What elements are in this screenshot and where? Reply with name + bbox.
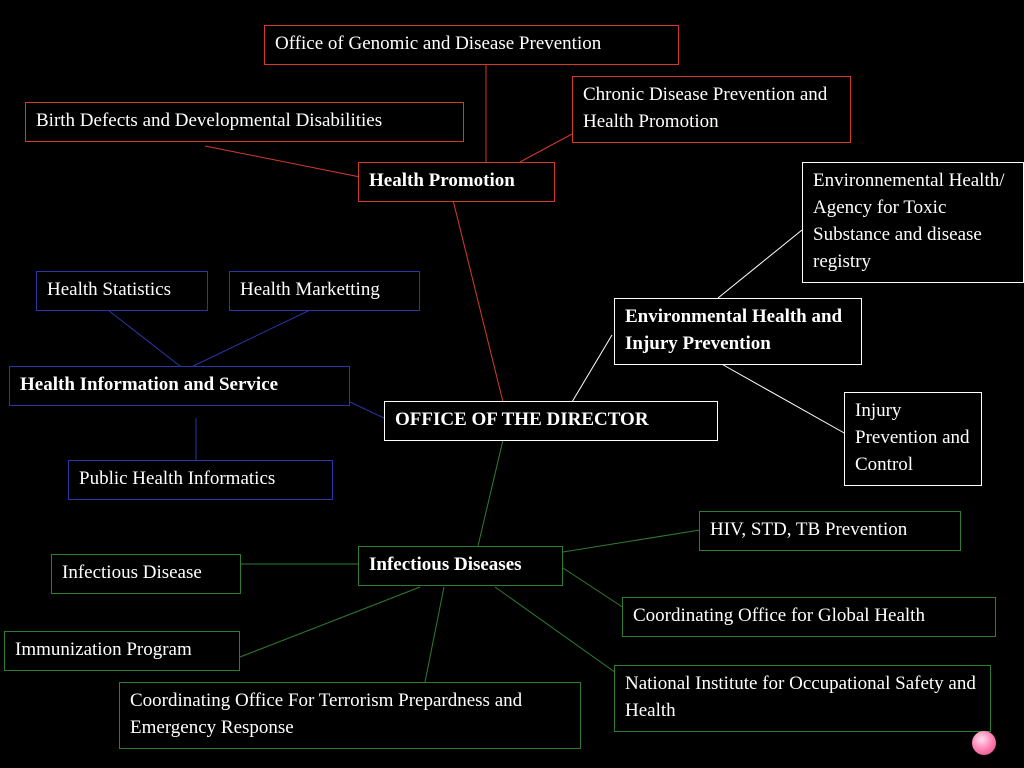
health-promotion-box: Health Promotion [358,162,555,202]
connector-env-injury [718,362,846,434]
terrorism-preparedness-box: Coordinating Office For Terrorism Prepardness and Emergency Response [119,682,581,749]
connector-inf-hiv [563,530,700,552]
genomic-disease-prevention-box: Office of Genomic and Disease Prevention [264,25,679,65]
health-statistics-box: Health Statistics [36,271,208,311]
connector-director-health-information [350,402,384,418]
infectious-disease-box: Infectious Disease [51,554,241,594]
birth-defects-box: Birth Defects and Developmental Disabilities [25,102,464,142]
global-health-box: Coordinating Office for Global Health [622,597,996,637]
injury-prevention-box: Injury Prevention and Control [844,392,982,486]
connector-hi-marketing [185,310,310,370]
connector-hp-chronic [520,134,572,162]
environmental-health-injury-box: Environmental Health and Injury Prevention [614,298,862,365]
chronic-disease-prevention-box: Chronic Disease Prevention and Health Promotion [572,76,851,143]
immunization-program-box: Immunization Program [4,631,240,671]
connector-director-infectious [478,440,503,546]
connector-inf-immunization [240,587,420,657]
connector-hi-statistics [108,310,185,370]
public-health-informatics-box: Public Health Informatics [68,460,333,500]
connector-hp-birth-defects [205,146,360,177]
health-information-service-box: Health Information and Service [9,366,350,406]
infectious-diseases-box: Infectious Diseases [358,546,563,586]
connector-env-agency [718,230,802,298]
environmental-agency-box: Environnemental Health/ Agency for Toxic Substance and disease registry [802,162,1024,283]
niosh-box: National Institute for Occupational Safety and Health [614,665,991,732]
hiv-std-tb-box: HIV, STD, TB Prevention [699,511,961,551]
connector-inf-terrorism [425,587,444,682]
office-of-the-director-box: OFFICE OF THE DIRECTOR [384,401,718,441]
health-marketing-box: Health Marketting [229,271,420,311]
connector-inf-niosh [495,587,633,685]
connector-inf-global [563,568,624,608]
slide-indicator-dot [972,731,996,755]
connector-director-health-promotion [452,196,503,402]
connector-director-environmental [572,335,612,402]
